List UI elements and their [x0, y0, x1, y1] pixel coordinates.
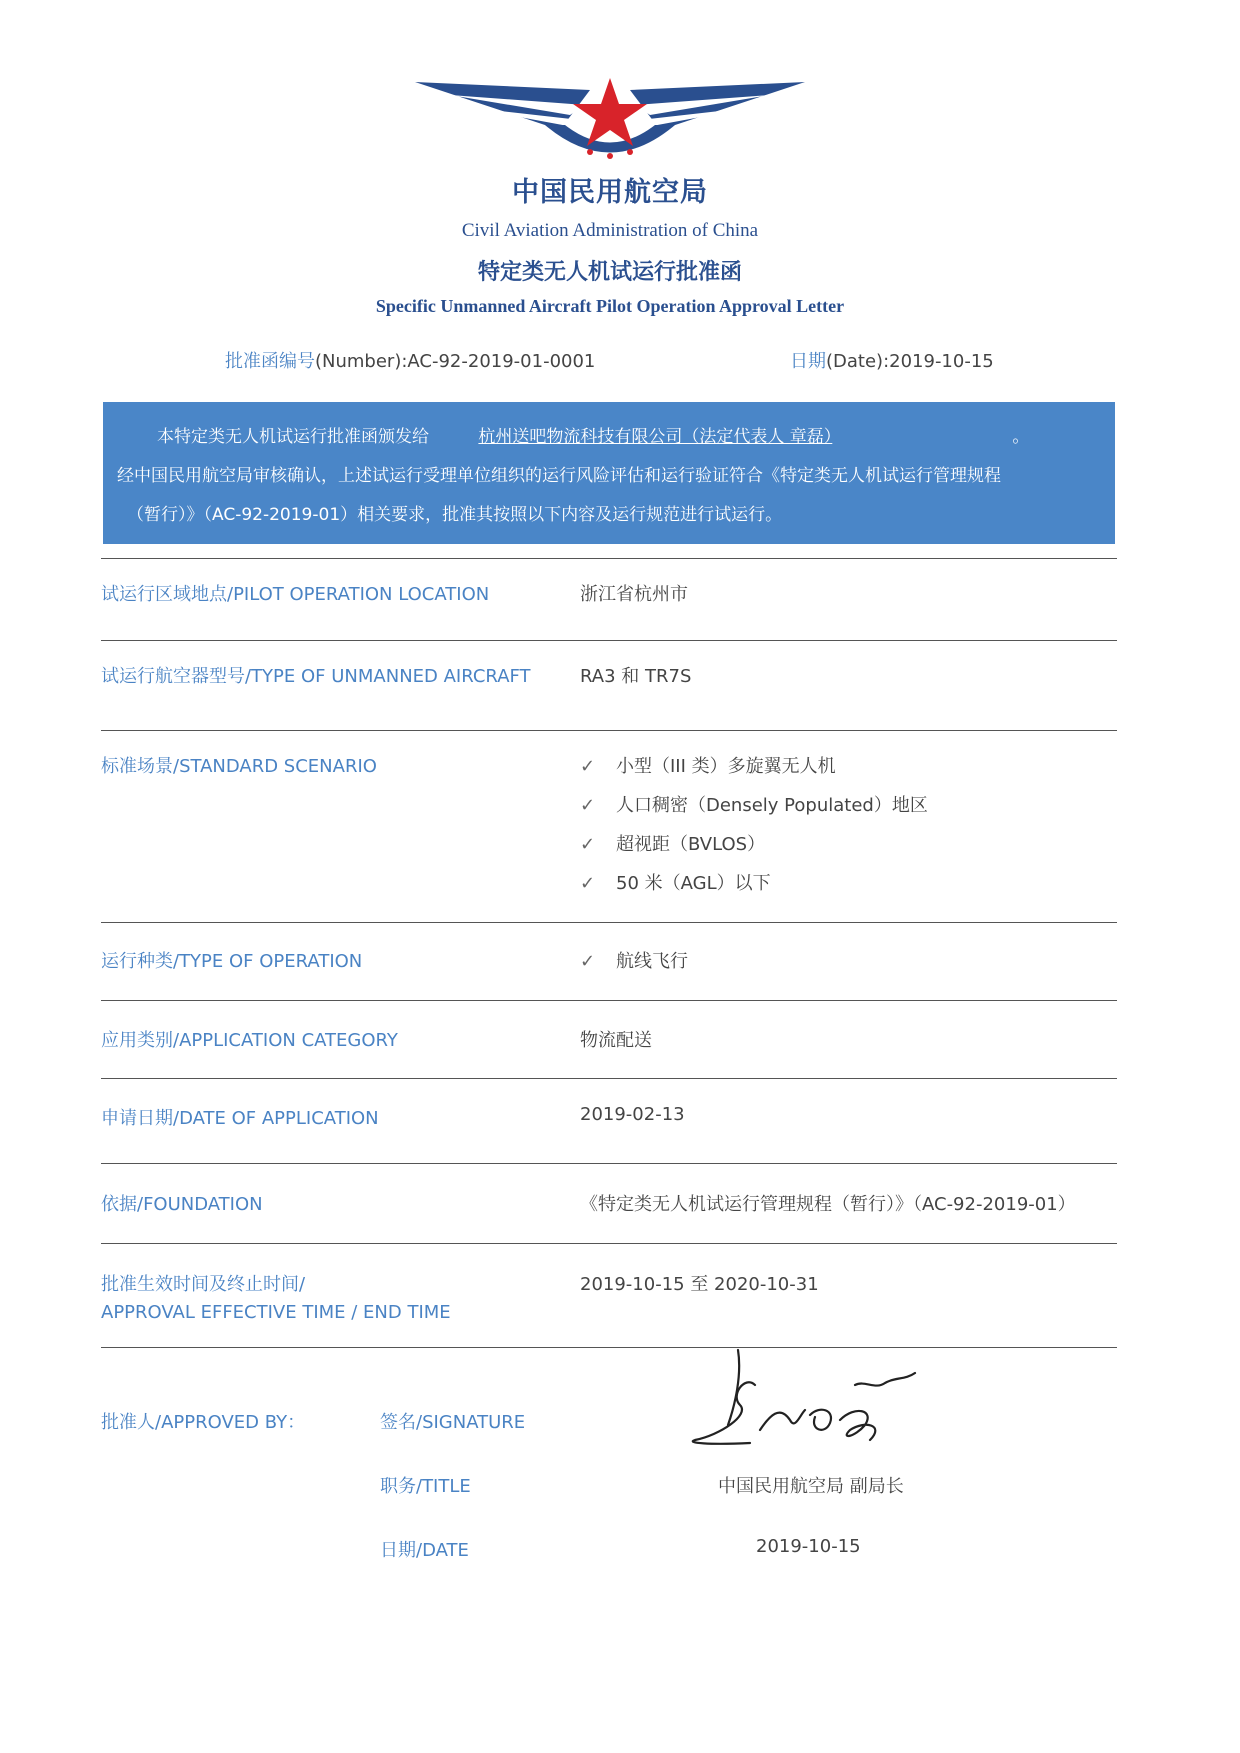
app-date-value: 2019-02-13 — [580, 1104, 685, 1125]
row-divider — [101, 730, 1117, 731]
check-icon: ✓ — [580, 795, 596, 816]
date-label: 日期 — [790, 351, 826, 372]
row-divider — [101, 1000, 1117, 1001]
aircraft-value: RA3 和 TR7S — [580, 666, 692, 687]
category-value: 物流配送 — [580, 1030, 652, 1051]
approved-by-label: 批准人/APPROVED BY： — [101, 1412, 306, 1433]
number-label: 批准函编号 — [225, 351, 315, 372]
location-label: 试运行区域地点/PILOT OPERATION LOCATION — [101, 584, 490, 605]
signature-label: 签名/SIGNATURE — [380, 1412, 526, 1433]
scenario-item — [580, 752, 836, 778]
notice-line-3: （暂行）》（AC-92-2019-01）相关要求，批准其按照以下内容及运行规范进行试运行。 — [127, 505, 783, 525]
effective-label-cn: 批准生效时间及终止时间/ — [101, 1274, 306, 1295]
row-divider — [101, 1243, 1117, 1244]
scenario-item — [580, 869, 771, 895]
location-value: 浙江省杭州市 — [580, 584, 688, 605]
handwritten-signature — [690, 1345, 930, 1455]
letter-date — [790, 347, 994, 373]
letter-title-en: Specific Unmanned Aircraft Pilot Operation Approval Letter — [375, 296, 845, 316]
authority-name-en: Civil Aviation Administration of China — [461, 220, 759, 241]
scenario-item-text: 50 米（AGL）以下 — [616, 873, 771, 894]
approval-date-value: 2019-10-15 — [756, 1536, 861, 1557]
operation-label: 运行种类/TYPE OF OPERATION — [101, 951, 363, 972]
scenario-item-text: 小型（III 类）多旋翼无人机 — [616, 756, 836, 777]
check-icon: ✓ — [580, 756, 596, 777]
title-value: 中国民用航空局 副局长 — [718, 1476, 904, 1497]
authority-name-cn: 中国民用航空局 — [512, 177, 708, 208]
aircraft-label: 试运行航空器型号/TYPE OF UNMANNED AIRCRAFT — [101, 666, 531, 687]
scenario-item-text: 超视距（BVLOS） — [616, 834, 766, 855]
row-divider — [101, 1347, 1117, 1348]
row-divider — [101, 1078, 1117, 1079]
check-icon: ✓ — [580, 873, 596, 894]
scenario-item — [580, 830, 765, 856]
letter-number — [225, 347, 595, 373]
effective-label-en: APPROVAL EFFECTIVE TIME / END TIME — [101, 1302, 451, 1323]
approval-notice — [103, 402, 1115, 544]
scenario-label: 标准场景/STANDARD SCENARIO — [101, 756, 377, 777]
title-label: 职务/TITLE — [380, 1476, 471, 1497]
category-label: 应用类别/APPLICATION CATEGORY — [101, 1030, 398, 1051]
row-divider — [101, 640, 1117, 641]
row-divider — [101, 1163, 1117, 1164]
notice-line-2: 经中国民用航空局审核确认，上述试运行受理单位组织的运行风险评估和运行验证符合《特定类无人机试运行管理规程 — [117, 466, 1001, 486]
check-icon: ✓ — [580, 951, 596, 972]
date-label-approval: 日期/DATE — [380, 1540, 469, 1561]
foundation-value: 《特定类无人机试运行管理规程（暂行）》（AC-92-2019-01） — [580, 1194, 1076, 1215]
number-value: (Number):AC-92-2019-01-0001 — [315, 351, 596, 372]
app-date-label: 申请日期/DATE OF APPLICATION — [101, 1108, 379, 1129]
notice-line-1 — [117, 422, 1101, 447]
scenario-item — [580, 791, 928, 817]
operation-item — [580, 947, 688, 973]
check-icon: ✓ — [580, 834, 596, 855]
scenario-item-text: 人口稠密（Densely Populated）地区 — [616, 795, 928, 816]
row-divider — [101, 922, 1117, 923]
effective-value: 2019-10-15 至 2020-10-31 — [580, 1274, 819, 1295]
caac-emblem-icon — [410, 70, 810, 170]
letter-title-cn: 特定类无人机试运行批准函 — [477, 260, 742, 285]
row-divider — [101, 558, 1117, 559]
holder-name: 杭州送吧物流科技有限公司（法定代表人 章磊） — [478, 427, 833, 447]
date-value: (Date):2019-10-15 — [826, 351, 994, 372]
notice-prefix: 本特定类无人机试运行批准函颁发给 — [157, 427, 429, 447]
notice-suffix: 。 — [1012, 427, 1030, 447]
operation-value: 航线飞行 — [616, 951, 688, 972]
foundation-label: 依据/FOUNDATION — [101, 1194, 263, 1215]
